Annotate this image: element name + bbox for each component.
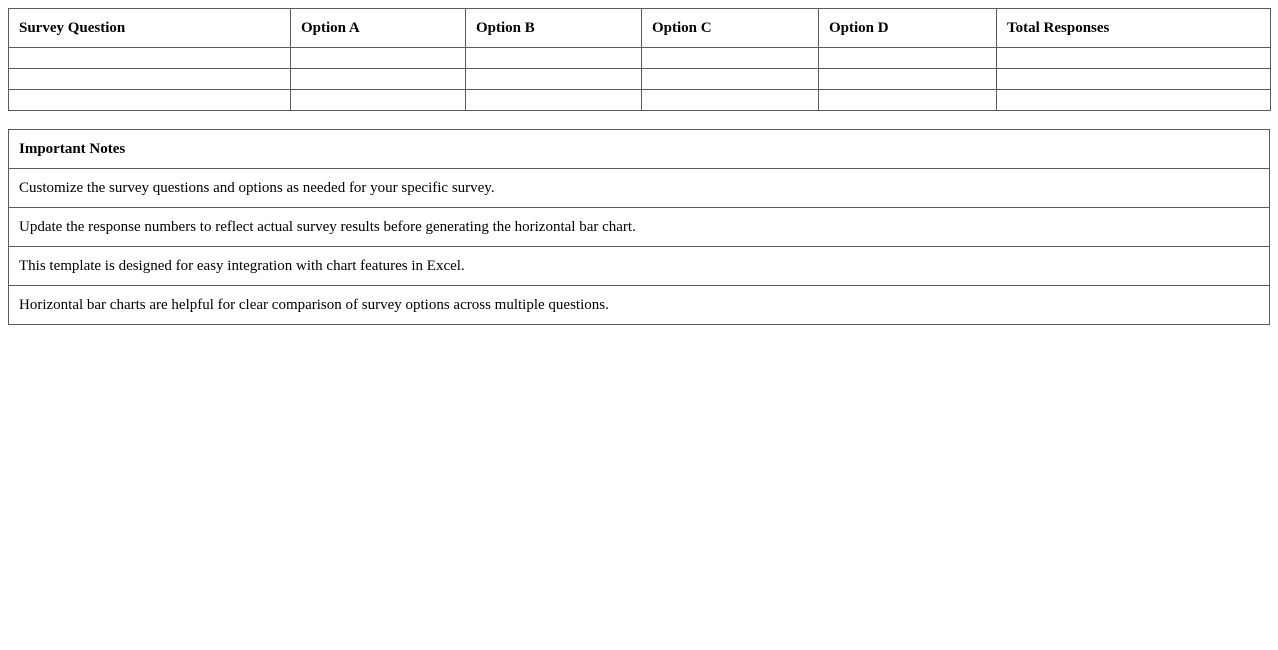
table-cell[interactable] [291,90,466,111]
header-option-a: Option A [291,9,466,48]
header-total-responses: Total Responses [997,9,1271,48]
list-item [9,286,1270,325]
survey-results-table [8,8,1271,111]
table-cell[interactable] [819,48,997,69]
table-cell[interactable] [997,48,1271,69]
table-row [9,48,1271,69]
table-cell[interactable] [291,69,466,90]
note-text: This template is designed for easy integration with chart features in Excel. [9,247,1270,286]
table-cell[interactable] [9,90,291,111]
header-option-c: Option C [642,9,819,48]
table-cell[interactable] [819,90,997,111]
table-cell[interactable] [642,48,819,69]
table-cell[interactable] [642,69,819,90]
table-cell[interactable] [466,69,642,90]
table-cell[interactable] [819,69,997,90]
table-cell[interactable] [466,90,642,111]
important-notes-table [8,129,1270,325]
table-cell[interactable] [9,69,291,90]
table-cell[interactable] [9,48,291,69]
note-text: Update the response numbers to reflect actual survey results before generating the horizontal bar chart. [9,208,1270,247]
table-cell[interactable] [997,90,1271,111]
table-cell[interactable] [642,90,819,111]
table-cell[interactable] [291,48,466,69]
note-text: Horizontal bar charts are helpful for clear comparison of survey options across multiple questions. [9,286,1270,325]
list-item [9,169,1270,208]
notes-header-row [9,130,1270,169]
list-item [9,247,1270,286]
table-row [9,90,1271,111]
header-option-b: Option B [466,9,642,48]
header-option-d: Option D [819,9,997,48]
table-row [9,69,1271,90]
table-cell[interactable] [997,69,1271,90]
table-cell[interactable] [466,48,642,69]
notes-heading: Important Notes [9,130,1270,169]
list-item [9,208,1270,247]
table-header-row [9,9,1271,48]
header-survey-question: Survey Question [9,9,291,48]
note-text: Customize the survey questions and options as needed for your specific survey. [9,169,1270,208]
